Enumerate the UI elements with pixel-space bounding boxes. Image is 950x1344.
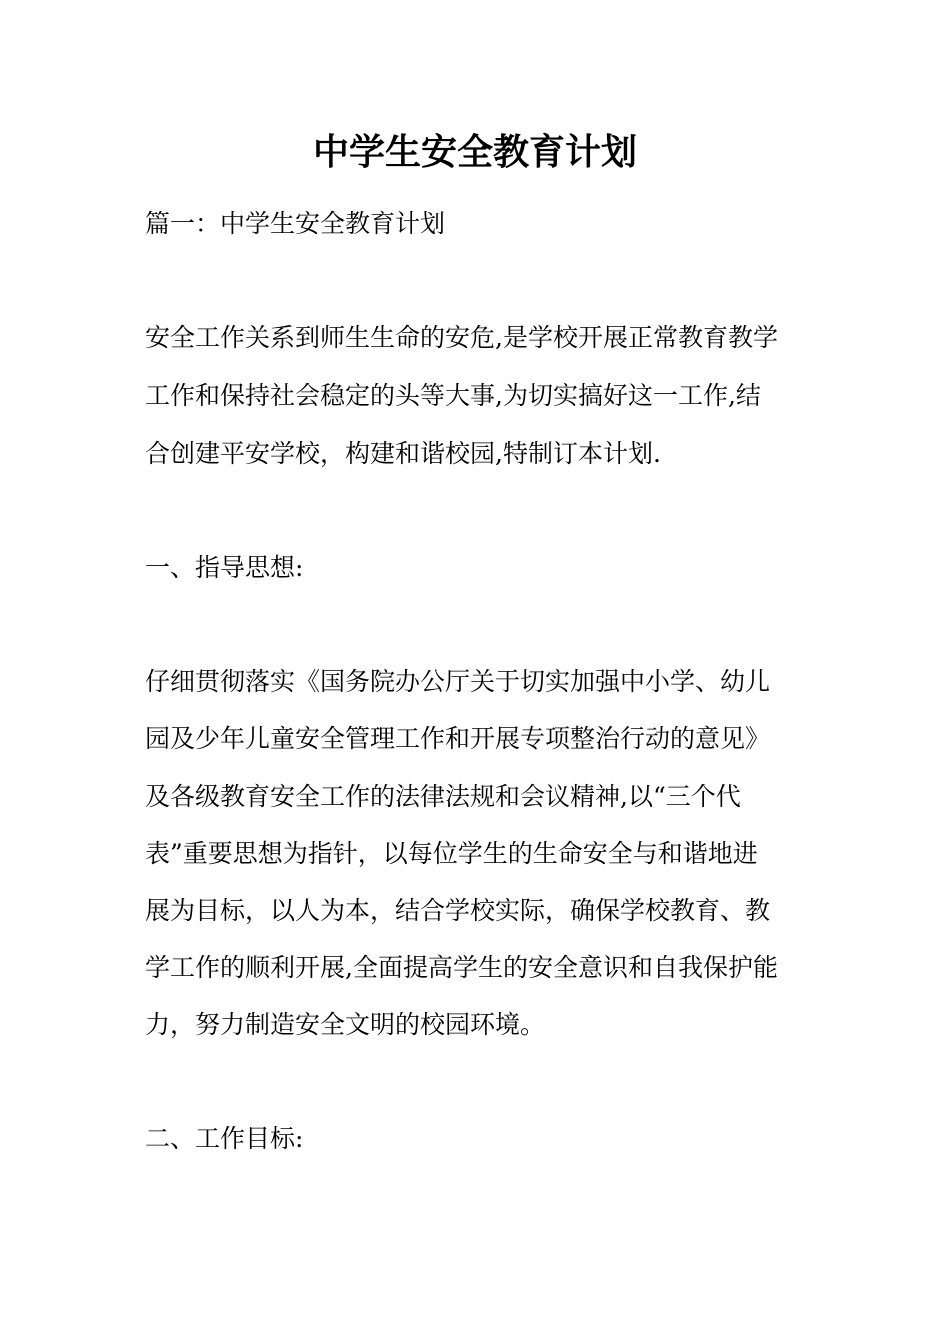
section2-heading: 二、工作目标:	[145, 1124, 304, 1153]
section1-line: 仔细贯彻落实《国务院办公厅关于切实加强中小学、幼儿	[145, 667, 771, 696]
section1-heading: 一、指导思想:	[145, 553, 304, 582]
intro-line: 安全工作关系到师生生命的安危,是学校开展正常教育教学	[145, 323, 778, 352]
document-title: 中学生安全教育计划	[312, 132, 637, 173]
intro-line: 合创建平安学校，构建和谐校园,特制订本计划.	[145, 439, 661, 468]
document-subtitle: 篇一：中学生安全教育计划	[145, 209, 446, 238]
section1-line: 表”重要思想为指针，以每位学生的生命安全与和谐地进	[145, 839, 758, 868]
section1-line: 及各级教育安全工作的法律法规和会议精神,以“三个代	[145, 782, 741, 811]
section1-line: 园及少年儿童安全管理工作和开展专项整治行动的意见》	[145, 724, 771, 753]
section1-line: 展为目标，以人为本，结合学校实际，确保学校教育、教	[145, 896, 771, 925]
section1-line: 力，努力制造安全文明的校园环境。	[145, 1010, 546, 1039]
section1-line: 学工作的顺利开展,全面提高学生的安全意识和自我保护能	[145, 953, 778, 982]
intro-line: 工作和保持社会稳定的头等大事,为切实搞好这一工作,结	[145, 381, 761, 410]
